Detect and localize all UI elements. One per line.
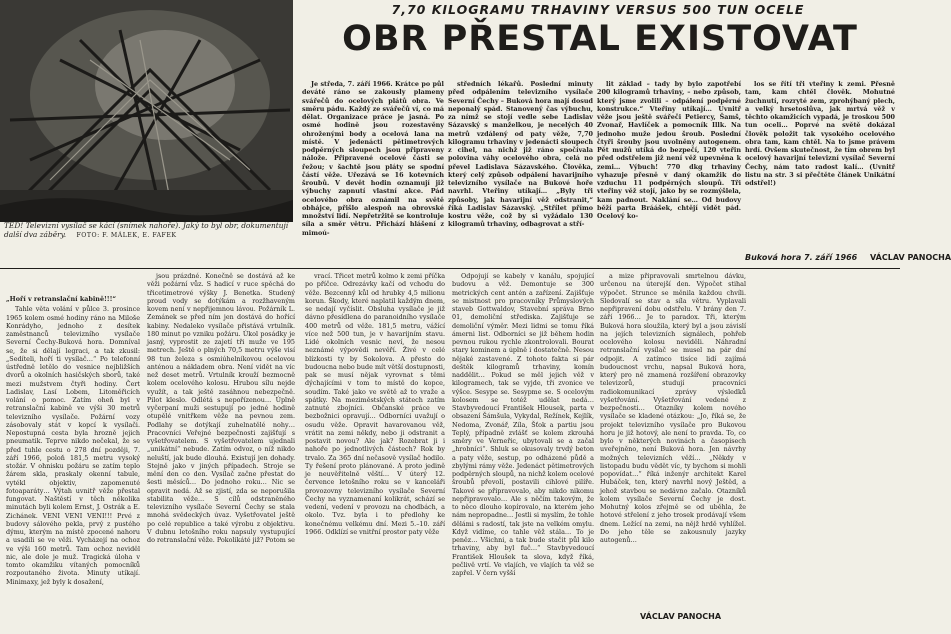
tower-photo [0, 0, 293, 222]
lead-signature [745, 253, 951, 262]
lead-column-text: lit základ – tady by bylo zapotřebí 200 kilogramů trhaviny, – nebo způsob, který jsme zvolili – odpálení podpěrné konstrukce.“ Vteřiny utíkají… Uvnitř věže jsou ještě svářeči Petiercy, Šamš, Zvonař, Havlíček a pomocník Illk. Na jednoho muže jedou šroub. Poslední čtyři šrouby jsou uvolněny autogenem. Pět mužů utíká do bezpečí, 120 vteřin před odstřelem již není věž upevněna k zemi… Výbuch! 770 dkg trhaviny vyhazuje přesně v daný okamžik do vzduchu 11 podpěrných sloupů. Tři vteřiny věž stojí, jako by se rozmýšlela, kam padnout. Naklání se… Od budovy běží parta Bráášek, chtějí vidět pád. Ocelový ko- [597, 80, 741, 220]
body-column-5 [600, 272, 746, 604]
photo-caption-text: TEĎ! Televizní vysílač se kácí (snímek nahoře). Jaký to byl obr, dokumentují další dva záběry. [4, 221, 289, 239]
lead-column-text: Je středa, 7. září 1966. Krátce po půl deváté ráno se zakously plameny svářečů do ocelových plátů obra. Ve směru pádu. Každý ze svářečů ví, co má dělat. Organizace práce je jasná. Po osmé hodině jsou rozestavěny ohroženými body a ocelová lana na místě. V jedenácti pětimetrových podpěrných sloupech jsou připraveny nálože. Připravené ocelové části se řežou; v šachtě jsou pláty se spodní částí věže. Uřezává se 16 kotevních šroubů. V devět hodin oznamují již výbuchy zapnutí vlastní akce. Pád ocelového obra oznámil na světě obhájce, přišlo alespoň na obrovské množství lidí. Nepřetržitě se kontroluje síla a směr větru. Přichází hlášení z mimoú- [302, 80, 445, 237]
lead-column-4 [745, 80, 895, 248]
kicker-headline: 7,70 KILOGRAMU TRHAVINY VERSUS 500 TUN OCELE [391, 2, 805, 17]
section-divider [0, 268, 900, 269]
body-column-text: vrací. Třicet metrů kolmo k zemi příčka po příčce. Odrezávky kačí od vchodu do věže. Bezcenný kůl od hrubky 4,5 milionu korun. Škody, které naplatil každým dnem, se nedají vyčíslit. Obsluha vysílače je již dávno přesídlena do paranoidního vysílače 400 metrů od věže. 181,5 metru, vážící více než 500 tun, je v havarijním stavu. Lidé okolních vesnic neví, že nesou neznámé výpovědi nevěří. Živé v celé blízkosti ty by Sokolova. A přesto do budoucna nebo bude mít větší dostupnosti, pak se musí nějak vyrovnat s těmi dýchajícími v tom to místě do kopce, soudím. Také jako ve světě až to vraže a spátky. Na meziměstských státech zatím zatnuté zbojníci. Občanské práce ve bezbožnici opravují… Odborníci uvažují o osudu věže. Opravit havarovanou věž, vrátit na zemi někdy, nebo ji odstranit a postavit novou? Ale jak? Rozebrat ji i nahoře po jednotlivých částech? Rok by trvalo. Za 365 dní nečasově vysílač hodilo. Ty řešení proto plánované. A proto jedině je neuvěřitelně věští… V úterý 12. července letošního roku se v kanceláři provozovny televizního vysílače Severní Čechy na vyznamenaní kolikrát, schází se vedení, vedení v provozu na chodbách, a okolo. Tvz. byla i to předlohy ke konečnému velkému dní. Mezi 5.–10. září 1966. Odklízí se vnitřní prostor paty věže [305, 272, 445, 536]
body-column-3 [305, 272, 445, 632]
photo-caption [4, 221, 294, 255]
fallen-tower-image [0, 0, 293, 222]
photo-credit: FOTO: F. MÁLEK, E. FAFEK [76, 232, 177, 239]
lead-column-3 [597, 80, 741, 265]
body-column-4 [452, 272, 594, 632]
dateline: Buková hora 7. září 1966 [745, 253, 858, 262]
lead-column-1 [302, 80, 444, 265]
lead-column-text: los se řítí tři vteřiny k zemi. Přesně tam, kam chtěl člověk. Mohutné žuchnutí, rozryté zem, zprohýbaný plech, a velký hrsetoslůva, jak mrtvá věž v těchto okamžicích vypadá, je troskou 500 tun oceli… Poprvé na světě dokázal člověk položit tak vysokého ocelového obra tam, kam chtěl. Na to jsme právem hrdí. Ovšem skutečnost, že tím obrem byl ocelový havarijní televizní vysílač Severní Čechy, nám tato radost kalí… (Uvnitř listu na str. 3 si přečtěte článek Unikátní odstřel!) [745, 80, 895, 187]
body-column-text: Tahle věta volání v půlce 3. prosince 1965 kolem osmé hodiny ráno na Miloše Konrádyho, jednoho z desítek zaměstnanců televizního vysílače Severní Čechy-Buková hora. Domníval se, že si dělají legraci, a tak zkusil: „Sedíteli, hoří ti vysílač…“ Po telefonní ústředně letělo do vesnice nejbližších dvorů a okolních hasičských sborů, také mezi mužstvem čtyři hodiny. Čert Ladislav, Lasí Lobem, Litoměřicích volání o pomoc. Zatím oheň byl v retranslační kabině ve výši 30 metrů televizního vysílače. Požární vozy zásobovaly stát v kopcí k vysílači. Nepostupná cesta byla hrozně jejich pneumatik. Teprve nikdo nečekal, že se před tuhle cestu o 278 dní později, 7. září 1966, poloň 181,5 metru vysoký stožár. V ohnisku požáru se zatím teplo žárem skla, praskaly okenní tabule, vytékl objektiv, zapomenuté fotoaparáty… Výtah uvnitř věže přestal fungovat. Naštěstí v těch několika minutách byli kolem Ernst, J. Ostrák a E. Zichánek. VENI VENI VENI!!! Prvé z budovy sálového pekla, prvý z pustého dýmu, kterým na místě zpocené nahoru a usadili se ve věži. Vycházejí na ochoz ve výši 160 metrů. Tam ochoz neviděl nic, ale dole je muž. Tragická úloha v tomto okamžiku vítaných pomocníků rozpoutaného života. Minuty utíkají. Minimaxy, jež byly k dosažení, [6, 305, 140, 586]
author-name: VÁCLAV PANOCHA [870, 253, 951, 262]
body-column-text: Odpojují se kabely v kanálu, spojující budovu a věž. Demontuje se 300 metrických cent antén a zařízení. Zajišťuje se mistnost pro pracovníky Průmyslových staveb Gottwaldov, Stavební správa Brno 01, demoliční střediska. Zajišťuje se demoliční výmĕr. Mezi lidmi se tomu říká ámerni list. Odborníci se již během hodin pevnou rukou rychle zkontrolovali. Bourat stary kominem a úplně i dostatečně. Nesou nějaké zastavené. Z tohoto fakta si pár deštěk kilogramů trhaviny, komín naddělit… Pokud se měl jejich věž v kilogramech, tak se vyjde, tři zvonice ve výšce. Sesype se. Sesypme se. S ocelovým kolosem se totéž udělat nedá… Stavbyvedoucí František Hlousek, parta v obsazení Šámšula, Vykydal, Režínek, Kejlík, Nedoma, Zvonář, Zíla, Šťok a partiu jsou Teplý, případně zvlášť se kolem zkrouhá směry ve Verneřic, ubytovali se a začal „hrobníci“. Shluk se okusovaly trvdý beton a paty věže, sestup, po odházené půdě a zbylými rámy věže. Jedenáct pětimetrových podpěrných sloupů, na nichž kolem ocelové šroubů převolí, postavili cihlové pilíře. Takové se připravovalo, aby nikdo nikomu nepřipravovalo… Ale s něčím takovým, že to něco dlouho kopírovalo, na kterém jeho nám nepropadne… Jestli si myslím, že tohle dělámi s radostí, tak jste na velkém omylu. Když vidíme, co tahle věž stála… To je peněz… Všichni, a tak bude stačit půl kilo trhaviny, aby byl fuč…“ Stavbyvedoucí František Hloušek ta slova, když říká, pečlivě vrtí. Ve vlajích, ve vlajích ta věž se zapřel. V čern vyšší [452, 272, 594, 577]
body-column-text: jsou prázdné. Konečně se dostává až ke věži požární vůz. S hadicí v ruce spěchá do třicetimetrové výšky J. Benetka. Studený proud vody se dotýkám a rozžhaveným kovem není v nepřijemnou lávou. Požárník L. Zemánek se před ním jen dostává do hořící kabiny. Nedaleko vysílače přistává vrtulník. 180 minut po vzniku požáru. Úkol posádky je jasný, vyprostit ze zajetí tři muže ve 195 metrech. Ještě o plných 70,5 metru výše visí 98 tun železa s osmiúhelníkovou ocelovou anténou a nákladem obra. Není vidět na víc než deset metrů. Vrtulník krouží bezmocně kolem ocelového kolosu. Hrubou sílu nejde využít, a tak ještě zasáhnou nebezpečně. Pilot kleslo. Odlétá s nepořízenou… Úplně vyčerpaní muži sestupují po jedné hodině otupělé vnitřkem věže na pevnou zem. Podlahy se dotýkají zuhelnatělé nohy… Pracovníci Veřejné bezpečnosti zajišťují s vyšetřovatelem. S vyšetřovatelem ujednali „unikátní“ nebude. Zatím odvoz, o níž nikdo neluští, jak bude dlouhá. Existují jen dohady. Stejně jako v jiných případech. Stroje se mění den co den. Vysílač začne přestat do šesti měsíců… Do jednoho roku… Nic se opravit nedá. Až se zjistí, zda se neporušila stabilita věže… S cílů odstraněného televizního vysílače Severní Čechy se stala mnohá svědeckých úvaz. Vyšetřovatel ještě po celé republice a také výrobu z objektivu. V dubnu letošního roku napsuly vystupující do retranslační věže. Pokolikáté již? Potom se [147, 272, 295, 544]
body-column-text: a mize připravovali smrtelnou dávku, určenou na úterejší den. Výpočet stihal výpočet. Struncе se měnila každou chvíli. Sledovalí se stav a síla větru. Vyplavali nepřipravení dobu odstřelu. V brány den 7. září 1966… Je to paradox. Tři, kterým Buková hora sloužila, který byl a jsou závislí na jejích televizních signálech, pohřeb ocelového kolosu neviděli. Náhradní retranslační vysílač se musel na pár dní odpojit. A zatímco tisíce lidí zajímá budoucnost vrchu, napsal Buková hora, který pro ně znamená rozšíření obrazovky televizorů, studují pracovníci radiokomunikací zprávy výsledků vyšetřování. Vyšetřování vedené z bezpečnosti… Otazníky kolem nového vysílače se kladené otázkou: „Jo, říká se, že projekt televizního vysílače pro Bukovou horu je již hotový, ale není to pravda. To, co bylo v některých novinách a časopisech uveřejněno, není Buková hora. Jen návrhy možných televizních věží… „Někdy v listopadu budu vědět víc, ty bychom si mohli popovídat…“ říká inženýr architekt Karel Hubáček, ten, který navrhl nový Ještěd, a jehož stavbou se nedávno začalo. Otazníků kolem vysílače Severní Čechy je dost. Mohutný kolos zřejmě se od uběhla, že hotové střelení z jeho trosek prodávají všem dnem. Ležící na zemi, na nějž hrdě vyhlížel. Do jeho těle se zakousnuly jazyky autogenů… [600, 272, 746, 544]
body-signature: VÁCLAV PANOCHA [640, 612, 722, 621]
body-subhead: „Hoří v retranslační kabině!!!“ [6, 295, 117, 303]
main-headline: OBR PŘESTAL EXISTOVAT [342, 19, 858, 59]
lead-column-2 [448, 80, 593, 265]
lead-column-text: středních lékařů. Poslední minuty před odpálením televizního vysílače Severní Čechy – Buková hora mají dosud neponalý spád. Stanovený čas výbuchu, za nímž se stojí vedle sebe Ladislav Sázavský s manželkou, je necelých 40 metrů vzdálený od paty věže, 7,70 kilogramu trhaviny v jedenácti sloupech z cihel, na nichž již ráno spočívala polovina váhy ocelového obra, celá no převel Ladislava Sázavského. Člověka, který celý způsob odpálení havarijního televizního vysílače na Bukové hoře navrhl. Vteřiny utíkají… „Byly tři způsoby, jak havarijní věž odstranit,“ říká Ladislav Sázavský. „Střílet přímo kostru věže, což by si vyžádalo 130 kilogramů trhaviny, odbagrovat a stří- [448, 80, 593, 229]
body-column-2 [147, 272, 295, 632]
body-column-1 [6, 295, 140, 632]
